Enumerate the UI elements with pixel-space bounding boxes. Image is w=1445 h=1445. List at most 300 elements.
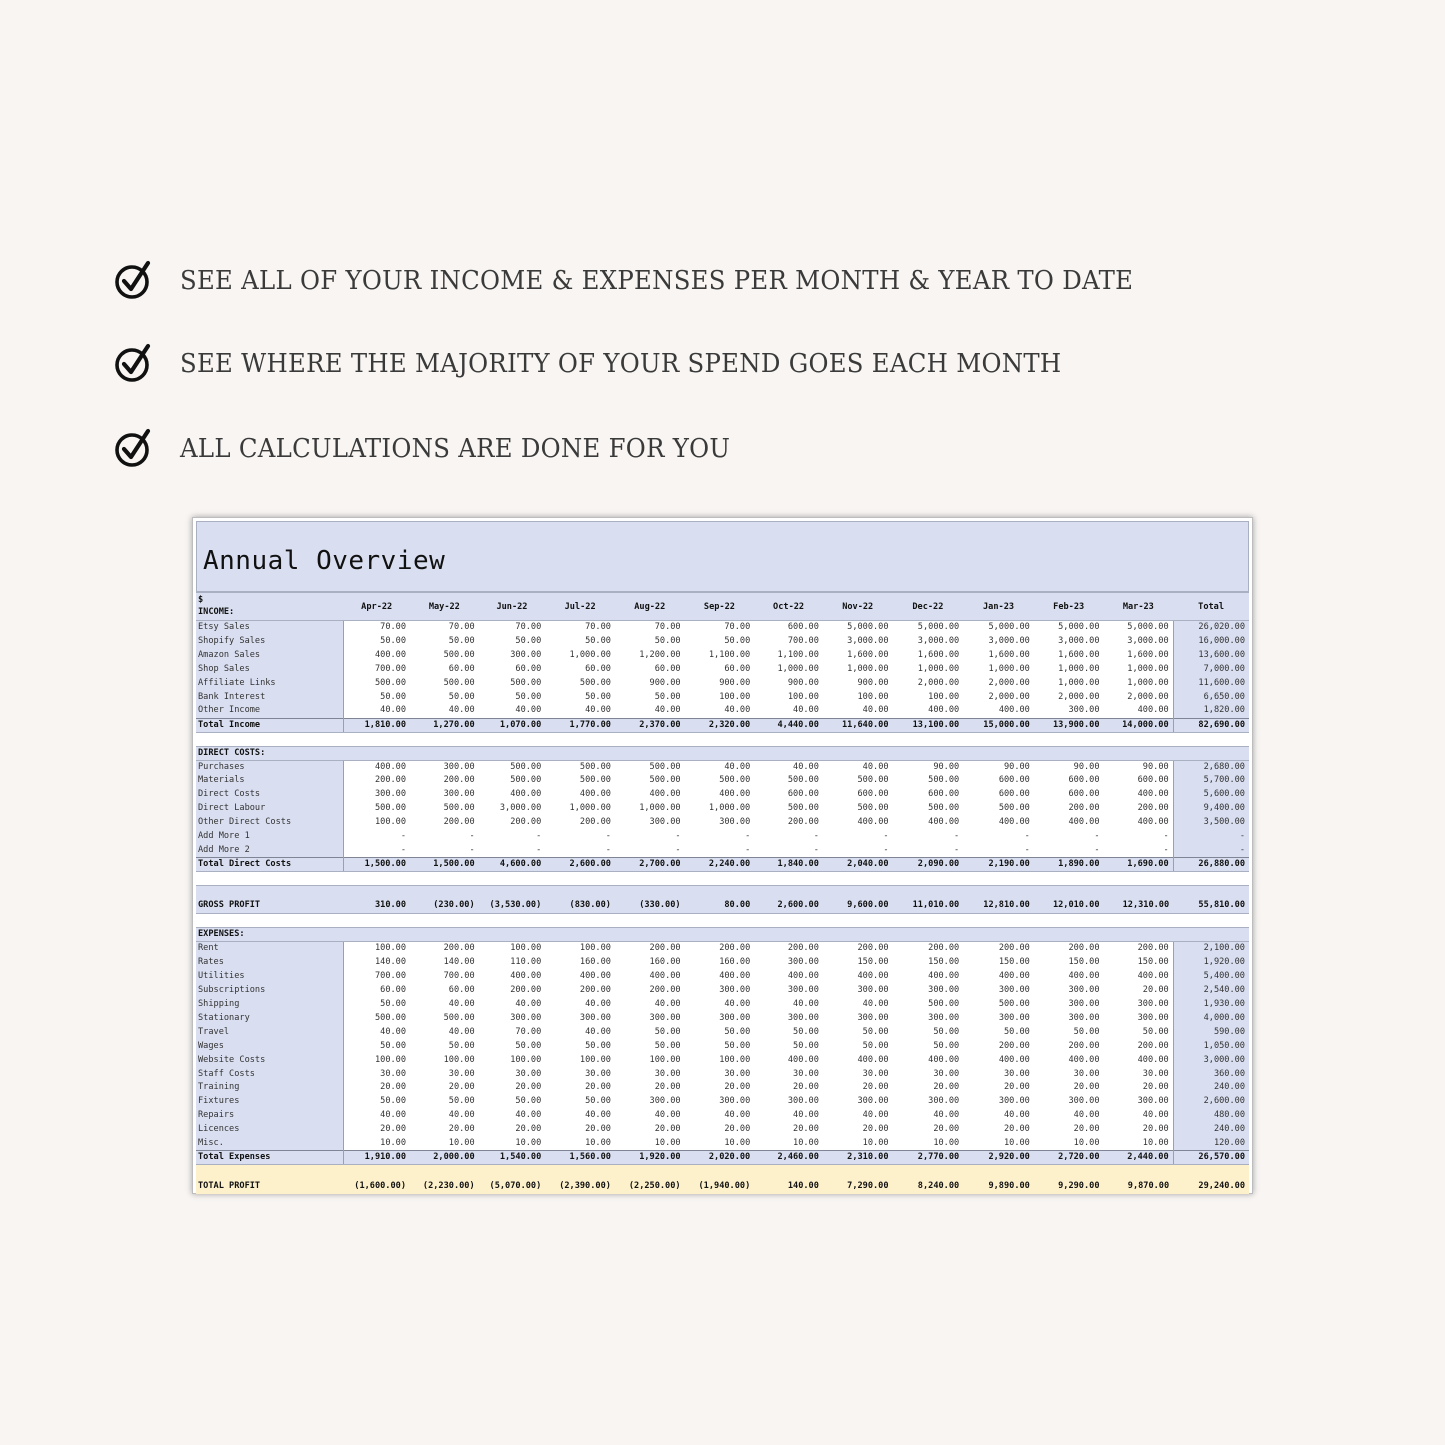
value-cell[interactable]: 80.00 (685, 886, 755, 914)
value-cell[interactable]: 4,000.00 (1173, 1011, 1249, 1025)
value-cell[interactable]: 1,600.00 (847, 649, 889, 660)
value-cell[interactable]: 1,890.00 (1034, 858, 1104, 872)
value-cell[interactable]: 9,290.00 (1034, 1165, 1104, 1194)
value-cell[interactable]: 1,050.00 (1173, 1039, 1249, 1053)
value-cell[interactable]: 200.00 (1137, 1040, 1169, 1051)
value-cell[interactable]: 500.00 (510, 677, 542, 688)
value-cell[interactable]: - (1094, 844, 1100, 855)
value-cell[interactable]: 50.00 (515, 1040, 542, 1051)
value-cell[interactable]: 100.00 (719, 1054, 751, 1065)
value-cell[interactable]: - (1173, 844, 1249, 858)
value-cell[interactable]: 11,600.00 (1173, 676, 1249, 690)
value-cell[interactable]: 2,540.00 (1173, 983, 1249, 997)
value-cell[interactable]: 200.00 (1137, 943, 1169, 954)
value-cell[interactable]: 10.00 (515, 1137, 542, 1148)
value-cell[interactable]: - (1163, 831, 1169, 842)
value-cell[interactable]: 50.00 (585, 691, 611, 702)
value-cell[interactable]: 1,560.00 (545, 1151, 615, 1165)
value-cell[interactable]: 40.00 (724, 998, 751, 1009)
value-cell[interactable]: 10.00 (862, 1137, 889, 1148)
value-cell[interactable]: 60.00 (654, 663, 681, 674)
value-cell[interactable]: 300.00 (719, 984, 751, 995)
value-cell[interactable]: 2,600.00 (1173, 1095, 1249, 1109)
value-cell[interactable]: 300.00 (998, 984, 1030, 995)
value-cell[interactable]: 10.00 (1142, 1137, 1169, 1148)
value-cell[interactable]: 200.00 (443, 943, 475, 954)
value-cell[interactable]: 40.00 (862, 998, 889, 1009)
value-cell[interactable]: 3,000.00 (988, 635, 1030, 646)
value-cell[interactable]: - (883, 831, 889, 842)
value-cell[interactable]: 40.00 (343, 1109, 410, 1123)
value-cell[interactable]: 20.00 (1003, 1082, 1030, 1093)
value-cell[interactable]: 400.00 (1137, 789, 1169, 800)
value-cell[interactable]: 50.00 (1003, 1026, 1030, 1037)
value-cell[interactable]: 2,310.00 (823, 1151, 893, 1165)
value-cell[interactable]: 400.00 (998, 1054, 1030, 1065)
value-cell[interactable]: (5,070.00) (479, 1165, 546, 1194)
value-cell[interactable]: 100.00 (343, 1053, 410, 1067)
value-cell[interactable]: 50.00 (724, 1040, 751, 1051)
value-cell[interactable]: 30.00 (1142, 1068, 1169, 1079)
value-cell[interactable]: 500.00 (443, 1012, 475, 1023)
value-cell[interactable]: 40.00 (862, 1110, 889, 1121)
value-cell[interactable]: 20.00 (1142, 1124, 1169, 1135)
value-cell[interactable]: 40.00 (343, 1025, 410, 1039)
value-cell[interactable]: 70.00 (343, 621, 410, 635)
value-cell[interactable]: 500.00 (998, 998, 1030, 1009)
value-cell[interactable]: 12,810.00 (963, 886, 1034, 914)
value-cell[interactable]: 20.00 (933, 1082, 960, 1093)
value-cell[interactable]: 11,640.00 (823, 718, 893, 732)
value-cell[interactable]: 500.00 (443, 677, 475, 688)
value-cell[interactable]: 20.00 (724, 1082, 751, 1093)
value-cell[interactable]: 400.00 (510, 970, 542, 981)
value-cell[interactable]: 400.00 (998, 970, 1030, 981)
value-cell[interactable]: 1,600.00 (1127, 649, 1169, 660)
value-cell[interactable]: 150.00 (857, 957, 889, 968)
value-cell[interactable]: 2,460.00 (754, 1151, 823, 1165)
value-cell[interactable]: 100.00 (343, 816, 410, 830)
value-cell[interactable]: 500.00 (343, 1011, 410, 1025)
value-cell[interactable]: 500.00 (443, 649, 475, 660)
value-cell[interactable]: 40.00 (448, 705, 475, 716)
value-cell[interactable]: 400.00 (1068, 1054, 1100, 1065)
value-cell[interactable]: 300.00 (579, 1012, 611, 1023)
value-cell[interactable]: - (883, 844, 889, 855)
value-cell[interactable]: 300.00 (649, 1012, 681, 1023)
value-cell[interactable]: (1,940.00) (685, 1165, 755, 1194)
value-cell[interactable]: 1,000.00 (569, 649, 611, 660)
value-cell[interactable]: 20.00 (343, 1123, 410, 1137)
value-cell[interactable]: 40.00 (862, 761, 889, 772)
value-cell[interactable]: 2,720.00 (1034, 1151, 1104, 1165)
value-cell[interactable]: 40.00 (1003, 1110, 1030, 1121)
value-cell[interactable]: 5,000.00 (1127, 622, 1169, 633)
value-cell[interactable]: 150.00 (928, 957, 960, 968)
value-cell[interactable]: 20.00 (1003, 1124, 1030, 1135)
value-cell[interactable]: 500.00 (998, 803, 1030, 814)
value-cell[interactable]: 300.00 (1137, 1012, 1169, 1023)
value-cell[interactable]: 300.00 (857, 1012, 889, 1023)
value-cell[interactable]: 300.00 (1068, 1096, 1100, 1107)
value-cell[interactable]: 400.00 (857, 970, 889, 981)
value-cell[interactable]: 10.00 (1073, 1137, 1100, 1148)
value-cell[interactable]: 30.00 (1073, 1068, 1100, 1079)
value-cell[interactable]: 1,690.00 (1104, 858, 1174, 872)
value-cell[interactable]: 9,870.00 (1104, 1165, 1174, 1194)
value-cell[interactable]: 40.00 (585, 705, 611, 716)
value-cell[interactable]: 70.00 (654, 622, 681, 633)
value-cell[interactable]: 700.00 (343, 662, 410, 676)
value-cell[interactable]: 400.00 (787, 970, 819, 981)
value-cell[interactable]: 40.00 (654, 1110, 681, 1121)
value-cell[interactable]: 5,000.00 (847, 622, 889, 633)
value-cell[interactable]: 50.00 (343, 1039, 410, 1053)
value-cell[interactable]: 30.00 (933, 1068, 960, 1079)
value-cell[interactable]: 1,100.00 (777, 649, 819, 660)
value-cell[interactable]: 1,200.00 (639, 649, 681, 660)
value-cell[interactable]: 20.00 (654, 1082, 681, 1093)
value-cell[interactable]: 300.00 (857, 984, 889, 995)
value-cell[interactable]: 50.00 (343, 1095, 410, 1109)
value-cell[interactable]: 100.00 (787, 691, 819, 702)
value-cell[interactable]: (230.00) (410, 886, 479, 914)
value-cell[interactable]: 60.00 (724, 663, 751, 674)
value-cell[interactable]: 200.00 (1068, 1040, 1100, 1051)
value-cell[interactable]: 100.00 (510, 943, 542, 954)
value-cell[interactable]: 5,000.00 (917, 622, 960, 633)
value-cell[interactable]: 500.00 (579, 677, 611, 688)
value-cell[interactable]: 2,600.00 (545, 858, 615, 872)
value-cell[interactable]: 400.00 (343, 760, 410, 774)
value-cell[interactable]: 20.00 (1142, 1082, 1169, 1093)
value-cell[interactable]: 13,600.00 (1173, 648, 1249, 662)
value-cell[interactable]: - (1024, 831, 1030, 842)
value-cell[interactable]: 600.00 (857, 789, 889, 800)
value-cell[interactable]: 400.00 (343, 648, 410, 662)
value-cell[interactable]: 240.00 (1173, 1123, 1249, 1137)
value-cell[interactable]: 5,000.00 (988, 622, 1030, 633)
value-cell[interactable]: - (813, 844, 819, 855)
value-cell[interactable]: 200.00 (787, 943, 819, 954)
value-cell[interactable]: 1,000.00 (1058, 677, 1100, 688)
value-cell[interactable]: 40.00 (585, 1026, 611, 1037)
value-cell[interactable]: 300.00 (1068, 705, 1100, 716)
value-cell[interactable]: 2,680.00 (1173, 760, 1249, 774)
value-cell[interactable]: 70.00 (515, 1026, 542, 1037)
value-cell[interactable]: 160.00 (649, 957, 681, 968)
value-cell[interactable]: 300.00 (443, 761, 475, 772)
value-cell[interactable]: - (1163, 844, 1169, 855)
value-cell[interactable]: 400.00 (719, 970, 751, 981)
value-cell[interactable]: 5,000.00 (1058, 622, 1100, 633)
value-cell[interactable]: 400.00 (857, 1054, 889, 1065)
value-cell[interactable]: 10.00 (585, 1137, 611, 1148)
value-cell[interactable]: 50.00 (515, 635, 542, 646)
value-cell[interactable]: 1,910.00 (343, 1151, 410, 1165)
value-cell[interactable]: 100.00 (579, 943, 611, 954)
value-cell[interactable]: 500.00 (857, 775, 889, 786)
value-cell[interactable]: 40.00 (1142, 1110, 1169, 1121)
value-cell[interactable]: 400.00 (1137, 705, 1169, 716)
value-cell[interactable]: 1,000.00 (569, 803, 611, 814)
value-cell[interactable]: 200.00 (928, 943, 960, 954)
value-cell[interactable]: - (469, 831, 475, 842)
value-cell[interactable]: 7,290.00 (823, 1165, 893, 1194)
value-cell[interactable]: 300.00 (787, 984, 819, 995)
value-cell[interactable]: 600.00 (1068, 789, 1100, 800)
value-cell[interactable]: 300.00 (1137, 1096, 1169, 1107)
value-cell[interactable]: 100.00 (857, 691, 889, 702)
value-cell[interactable]: - (954, 831, 960, 842)
value-cell[interactable]: 300.00 (510, 649, 542, 660)
value-cell[interactable]: 60.00 (448, 984, 475, 995)
value-cell[interactable]: 500.00 (787, 803, 819, 814)
value-cell[interactable]: 1,100.00 (708, 649, 751, 660)
value-cell[interactable]: - (1173, 830, 1249, 844)
value-cell[interactable]: 20.00 (862, 1082, 889, 1093)
value-cell[interactable]: 1,820.00 (1173, 704, 1249, 718)
value-cell[interactable]: 900.00 (857, 677, 889, 688)
value-cell[interactable]: 2,000.00 (1127, 691, 1169, 702)
value-cell[interactable]: 40.00 (515, 998, 542, 1009)
value-cell[interactable]: 20.00 (1073, 1124, 1100, 1135)
value-cell[interactable]: 50.00 (515, 691, 542, 702)
value-cell[interactable]: 500.00 (928, 803, 960, 814)
value-cell[interactable]: 50.00 (724, 635, 751, 646)
value-cell[interactable]: 200.00 (649, 943, 681, 954)
value-cell[interactable]: 1,920.00 (1173, 956, 1249, 970)
value-cell[interactable]: 30.00 (862, 1068, 889, 1079)
value-cell[interactable]: 40.00 (793, 1110, 819, 1121)
value-cell[interactable]: 13,900.00 (1034, 718, 1104, 732)
value-cell[interactable]: - (1094, 831, 1100, 842)
value-cell[interactable]: 2,320.00 (685, 718, 755, 732)
value-cell[interactable]: 1,920.00 (615, 1151, 685, 1165)
value-cell[interactable]: 20.00 (585, 1082, 611, 1093)
value-cell[interactable]: 500.00 (343, 676, 410, 690)
value-cell[interactable]: 300.00 (998, 1012, 1030, 1023)
value-cell[interactable]: 26,020.00 (1173, 621, 1249, 635)
value-cell[interactable]: 1,270.00 (410, 718, 479, 732)
value-cell[interactable]: 40.00 (448, 1110, 475, 1121)
value-cell[interactable]: 100.00 (510, 1054, 542, 1065)
value-cell[interactable]: 400.00 (928, 970, 960, 981)
value-cell[interactable]: 4,600.00 (479, 858, 546, 872)
value-cell[interactable]: - (1024, 844, 1030, 855)
value-cell[interactable]: 300.00 (928, 1096, 960, 1107)
value-cell[interactable]: (2,230.00) (410, 1165, 479, 1194)
value-cell[interactable]: 70.00 (448, 622, 475, 633)
value-cell[interactable]: 400.00 (510, 789, 542, 800)
value-cell[interactable]: 300.00 (857, 1096, 889, 1107)
value-cell[interactable]: - (343, 830, 410, 844)
value-cell[interactable]: 40.00 (793, 705, 819, 716)
value-cell[interactable]: 11,010.00 (893, 886, 964, 914)
value-cell[interactable]: 29,240.00 (1173, 1165, 1249, 1194)
value-cell[interactable]: 40.00 (343, 704, 410, 718)
value-cell[interactable]: 100.00 (443, 1054, 475, 1065)
value-cell[interactable]: 200.00 (343, 774, 410, 788)
value-cell[interactable]: 2,370.00 (615, 718, 685, 732)
value-cell[interactable]: 1,540.00 (479, 1151, 546, 1165)
value-cell[interactable]: 50.00 (585, 1096, 611, 1107)
value-cell[interactable]: 3,500.00 (1173, 816, 1249, 830)
value-cell[interactable]: 500.00 (443, 803, 475, 814)
value-cell[interactable]: 310.00 (343, 886, 410, 914)
value-cell[interactable]: 300.00 (787, 957, 819, 968)
value-cell[interactable]: (830.00) (545, 886, 615, 914)
value-cell[interactable]: 50.00 (793, 1026, 819, 1037)
value-cell[interactable]: 2,000.00 (917, 677, 960, 688)
value-cell[interactable]: 1,930.00 (1173, 997, 1249, 1011)
value-cell[interactable]: 30.00 (724, 1068, 751, 1079)
value-cell[interactable]: 400.00 (1137, 970, 1169, 981)
value-cell[interactable]: 90.00 (1003, 761, 1030, 772)
value-cell[interactable]: 26,880.00 (1173, 858, 1249, 872)
value-cell[interactable]: 2,100.00 (1173, 942, 1249, 956)
value-cell[interactable]: 200.00 (649, 984, 681, 995)
value-cell[interactable]: 50.00 (1073, 1026, 1100, 1037)
value-cell[interactable]: 140.00 (754, 1165, 823, 1194)
value-cell[interactable]: 20.00 (862, 1124, 889, 1135)
value-cell[interactable]: 50.00 (448, 1040, 475, 1051)
value-cell[interactable]: 500.00 (510, 761, 542, 772)
value-cell[interactable]: 600.00 (787, 622, 819, 633)
value-cell[interactable]: 1,600.00 (917, 649, 960, 660)
value-cell[interactable]: 2,190.00 (963, 858, 1034, 872)
value-cell[interactable]: 1,000.00 (639, 803, 681, 814)
value-cell[interactable]: 60.00 (448, 663, 475, 674)
value-cell[interactable]: - (745, 831, 751, 842)
value-cell[interactable]: 2,040.00 (823, 858, 893, 872)
value-cell[interactable]: 30.00 (1003, 1068, 1030, 1079)
value-cell[interactable]: 30.00 (515, 1068, 542, 1079)
value-cell[interactable]: - (745, 844, 751, 855)
value-cell[interactable]: 400.00 (928, 705, 960, 716)
value-cell[interactable]: 200.00 (1068, 943, 1100, 954)
value-cell[interactable]: (2,250.00) (615, 1165, 685, 1194)
value-cell[interactable]: 70.00 (585, 622, 611, 633)
value-cell[interactable]: 20.00 (1073, 1082, 1100, 1093)
value-cell[interactable]: 40.00 (654, 998, 681, 1009)
value-cell[interactable]: 300.00 (343, 788, 410, 802)
value-cell[interactable]: 200.00 (719, 943, 751, 954)
value-cell[interactable]: 3,000.00 (1173, 1053, 1249, 1067)
value-cell[interactable]: 50.00 (933, 1040, 960, 1051)
value-cell[interactable]: 82,690.00 (1173, 718, 1249, 732)
value-cell[interactable]: 200.00 (1137, 803, 1169, 814)
value-cell[interactable]: 40.00 (1073, 1110, 1100, 1121)
value-cell[interactable]: 600.00 (998, 789, 1030, 800)
value-cell[interactable]: 40.00 (585, 1110, 611, 1121)
value-cell[interactable]: 50.00 (933, 1026, 960, 1037)
value-cell[interactable]: 100.00 (649, 1054, 681, 1065)
value-cell[interactable]: 590.00 (1173, 1025, 1249, 1039)
value-cell[interactable]: 150.00 (998, 957, 1030, 968)
value-cell[interactable]: 3,000.00 (499, 803, 542, 814)
value-cell[interactable]: 3,000.00 (1127, 635, 1169, 646)
value-cell[interactable]: 1,000.00 (708, 803, 751, 814)
value-cell[interactable]: 5,600.00 (1173, 788, 1249, 802)
value-cell[interactable]: 3,000.00 (1058, 635, 1100, 646)
value-cell[interactable]: 400.00 (928, 817, 960, 828)
value-cell[interactable]: 600.00 (1137, 775, 1169, 786)
value-cell[interactable]: 50.00 (448, 635, 475, 646)
value-cell[interactable]: 50.00 (724, 1026, 751, 1037)
value-cell[interactable]: 15,000.00 (963, 718, 1034, 732)
value-cell[interactable]: - (536, 831, 542, 842)
value-cell[interactable]: 60.00 (343, 983, 410, 997)
value-cell[interactable]: 20.00 (343, 1081, 410, 1095)
value-cell[interactable]: 500.00 (579, 775, 611, 786)
value-cell[interactable]: 140.00 (443, 957, 475, 968)
value-cell[interactable]: 40.00 (515, 1110, 542, 1121)
value-cell[interactable]: 300.00 (443, 789, 475, 800)
value-cell[interactable]: 50.00 (654, 1040, 681, 1051)
value-cell[interactable]: 300.00 (510, 1012, 542, 1023)
value-cell[interactable]: 50.00 (343, 634, 410, 648)
value-cell[interactable]: 10.00 (448, 1137, 475, 1148)
value-cell[interactable]: 7,000.00 (1173, 662, 1249, 676)
value-cell[interactable]: 100.00 (343, 942, 410, 956)
value-cell[interactable]: 2,600.00 (754, 886, 823, 914)
value-cell[interactable]: 300.00 (1068, 984, 1100, 995)
value-cell[interactable]: 40.00 (654, 705, 681, 716)
value-cell[interactable]: 360.00 (1173, 1067, 1249, 1081)
value-cell[interactable]: 1,600.00 (1058, 649, 1100, 660)
value-cell[interactable]: 300.00 (719, 1012, 751, 1023)
value-cell[interactable]: 700.00 (787, 635, 819, 646)
value-cell[interactable]: 90.00 (1142, 761, 1169, 772)
value-cell[interactable]: 40.00 (793, 761, 819, 772)
value-cell[interactable]: 500.00 (510, 775, 542, 786)
value-cell[interactable]: 400.00 (998, 705, 1030, 716)
value-cell[interactable]: 50.00 (585, 635, 611, 646)
value-cell[interactable]: 1,810.00 (343, 718, 410, 732)
value-cell[interactable]: 50.00 (654, 1026, 681, 1037)
value-cell[interactable]: 1,500.00 (410, 858, 479, 872)
value-cell[interactable]: 40.00 (448, 1026, 475, 1037)
value-cell[interactable]: 1,000.00 (777, 663, 819, 674)
value-cell[interactable]: 30.00 (793, 1068, 819, 1079)
value-cell[interactable]: 20.00 (515, 1124, 542, 1135)
value-cell[interactable]: 1,000.00 (1127, 677, 1169, 688)
value-cell[interactable]: 400.00 (1137, 817, 1169, 828)
value-cell[interactable]: 400.00 (857, 817, 889, 828)
value-cell[interactable]: 40.00 (793, 998, 819, 1009)
value-cell[interactable]: 40.00 (448, 998, 475, 1009)
value-cell[interactable]: - (343, 844, 410, 858)
value-cell[interactable]: 10.00 (1003, 1137, 1030, 1148)
value-cell[interactable]: 2,000.00 (1058, 691, 1100, 702)
value-cell[interactable]: - (813, 831, 819, 842)
value-cell[interactable]: 480.00 (1173, 1109, 1249, 1123)
value-cell[interactable]: 40.00 (933, 1110, 960, 1121)
value-cell[interactable]: 13,100.00 (893, 718, 964, 732)
value-cell[interactable]: 20.00 (448, 1082, 475, 1093)
value-cell[interactable]: 2,700.00 (615, 858, 685, 872)
value-cell[interactable]: 3,000.00 (917, 635, 960, 646)
value-cell[interactable]: 900.00 (719, 677, 751, 688)
value-cell[interactable]: 2,770.00 (893, 1151, 964, 1165)
value-cell[interactable]: 20.00 (933, 1124, 960, 1135)
value-cell[interactable]: 1,000.00 (988, 663, 1030, 674)
value-cell[interactable]: 8,240.00 (893, 1165, 964, 1194)
value-cell[interactable]: 40.00 (724, 761, 751, 772)
value-cell[interactable]: 20.00 (1142, 984, 1169, 995)
value-cell[interactable]: 2,020.00 (685, 1151, 755, 1165)
